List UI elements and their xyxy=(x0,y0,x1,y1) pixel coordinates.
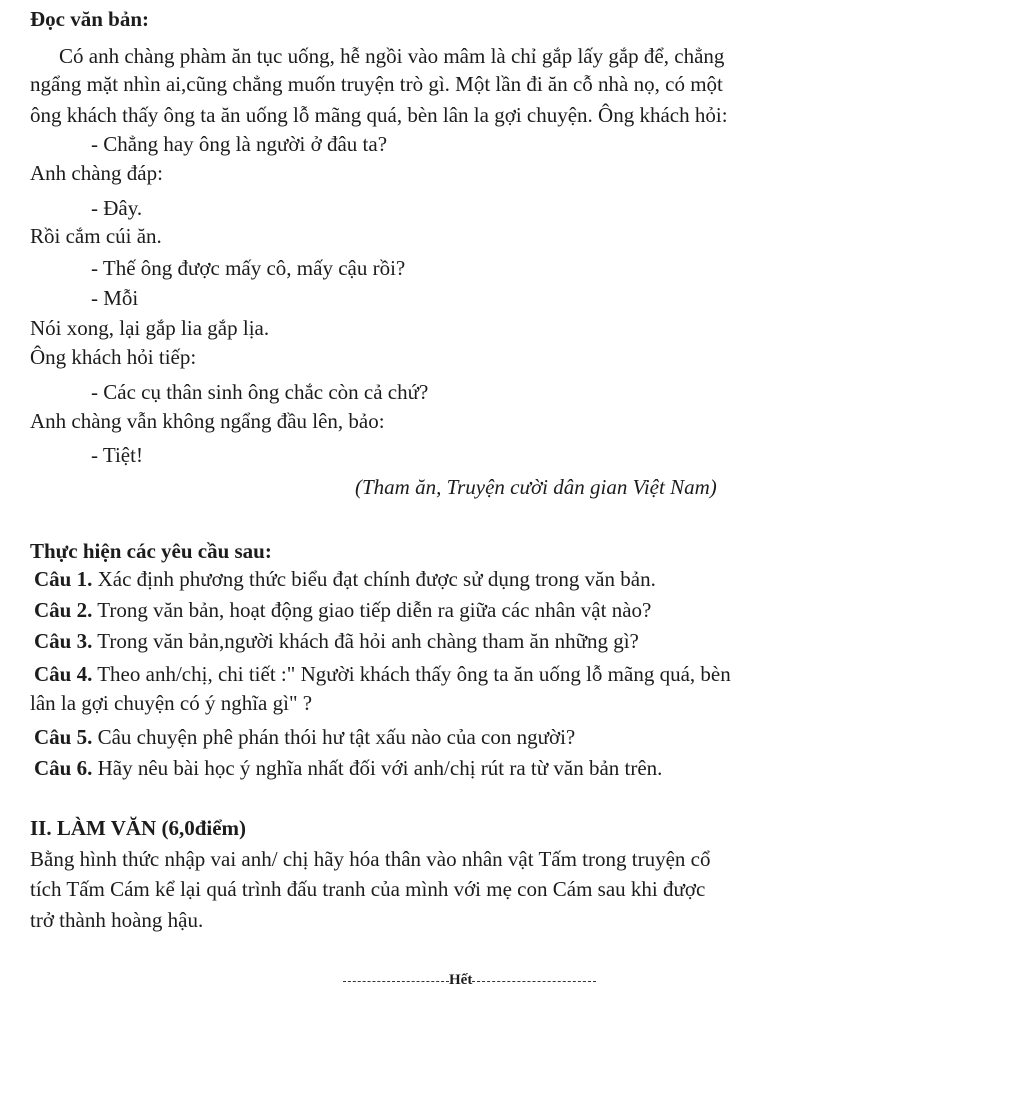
dialogue-line: Rồi cắm cúi ăn. xyxy=(30,224,162,248)
question-text: Câu chuyện phê phán thói hư tật xấu nào của con người? xyxy=(92,725,576,749)
writing-line-3: trở thành hoàng hậu. xyxy=(30,908,204,932)
question-label: Câu 1. xyxy=(34,567,93,591)
writing-line-2: tích Tấm Cám kể lại quá trình đấu tranh của mình với mẹ con Cám sau khi được xyxy=(30,877,706,901)
question-5 xyxy=(34,723,575,752)
writing-line-1: Bằng hình thức nhập vai anh/ chị hãy hóa thân vào nhân vật Tấm trong truyện cổ xyxy=(30,847,711,871)
question-label: Câu 2. xyxy=(34,598,93,622)
dialogue-line: Anh chàng vẫn không ngẩng đầu lên, bảo: xyxy=(30,409,385,433)
question-label: Câu 3. xyxy=(34,629,93,653)
question-text: Theo anh/chị, chi tiết :" Người khách thấy ông ta ăn uống lỗ mãng quá, bèn xyxy=(92,662,731,686)
question-label: Câu 4. xyxy=(34,662,93,686)
dialogue-line: Anh chàng đáp: xyxy=(30,161,163,185)
question-label: Câu 5. xyxy=(34,725,93,749)
reading-heading: Đọc văn bản: xyxy=(30,7,150,31)
question-4 xyxy=(34,660,731,689)
question-text: Trong văn bản, hoạt động giao tiếp diễn ra giữa các nhân vật nào? xyxy=(92,598,652,622)
end-mark-text: Hết xyxy=(449,972,473,988)
end-mark xyxy=(343,970,596,990)
paragraph-line-2: ngẩng mặt nhìn ai,cũng chẳng muốn truyện trò gì. Một lần đi ăn cỗ nhà nọ, có một xyxy=(30,72,723,96)
dialogue-line: - Tiệt! xyxy=(91,443,143,467)
question-6 xyxy=(34,754,662,783)
dashed-rule-right xyxy=(472,981,596,982)
dialogue-line: - Các cụ thân sinh ông chắc còn cả chứ? xyxy=(91,380,429,404)
question-text: Xác định phương thức biểu đạt chính được sử dụng trong văn bản. xyxy=(92,567,656,591)
question-3 xyxy=(34,627,639,656)
writing-heading: II. LÀM VĂN (6,0điểm) xyxy=(30,816,247,840)
questions-heading: Thực hiện các yêu cầu sau: xyxy=(30,539,272,563)
question-1 xyxy=(34,565,656,594)
question-2 xyxy=(34,596,651,625)
dialogue-line: Nói xong, lại gắp lia gắp lịa. xyxy=(30,316,270,340)
question-label: Câu 6. xyxy=(34,756,93,780)
dialogue-line: Ông khách hỏi tiếp: xyxy=(30,345,197,369)
dialogue-line: - Mỗi xyxy=(91,286,139,310)
paragraph-line-1: Có anh chàng phàm ăn tục uống, hễ ngồi vào mâm là chỉ gắp lấy gắp để, chẳng xyxy=(59,44,725,68)
dialogue-line: - Thế ông được mấy cô, mấy cậu rồi? xyxy=(91,256,406,280)
dialogue-line: - Đây. xyxy=(91,196,143,220)
paragraph-line-3: ông khách thấy ông ta ăn uống lỗ mãng quá, bèn lân la gợi chuyện. Ông khách hỏi: xyxy=(30,103,728,127)
source-citation: (Tham ăn, Truyện cười dân gian Việt Nam) xyxy=(355,475,717,499)
question-text: Hãy nêu bài học ý nghĩa nhất đối với anh/chị rút ra từ văn bản trên. xyxy=(92,756,663,780)
dashed-rule-left xyxy=(343,981,449,982)
question-4-continuation: lân la gợi chuyện có ý nghĩa gì" ? xyxy=(30,691,313,715)
dialogue-line: - Chẳng hay ông là người ở đâu ta? xyxy=(91,132,388,156)
question-text: Trong văn bản,người khách đã hỏi anh chàng tham ăn những gì? xyxy=(92,629,639,653)
